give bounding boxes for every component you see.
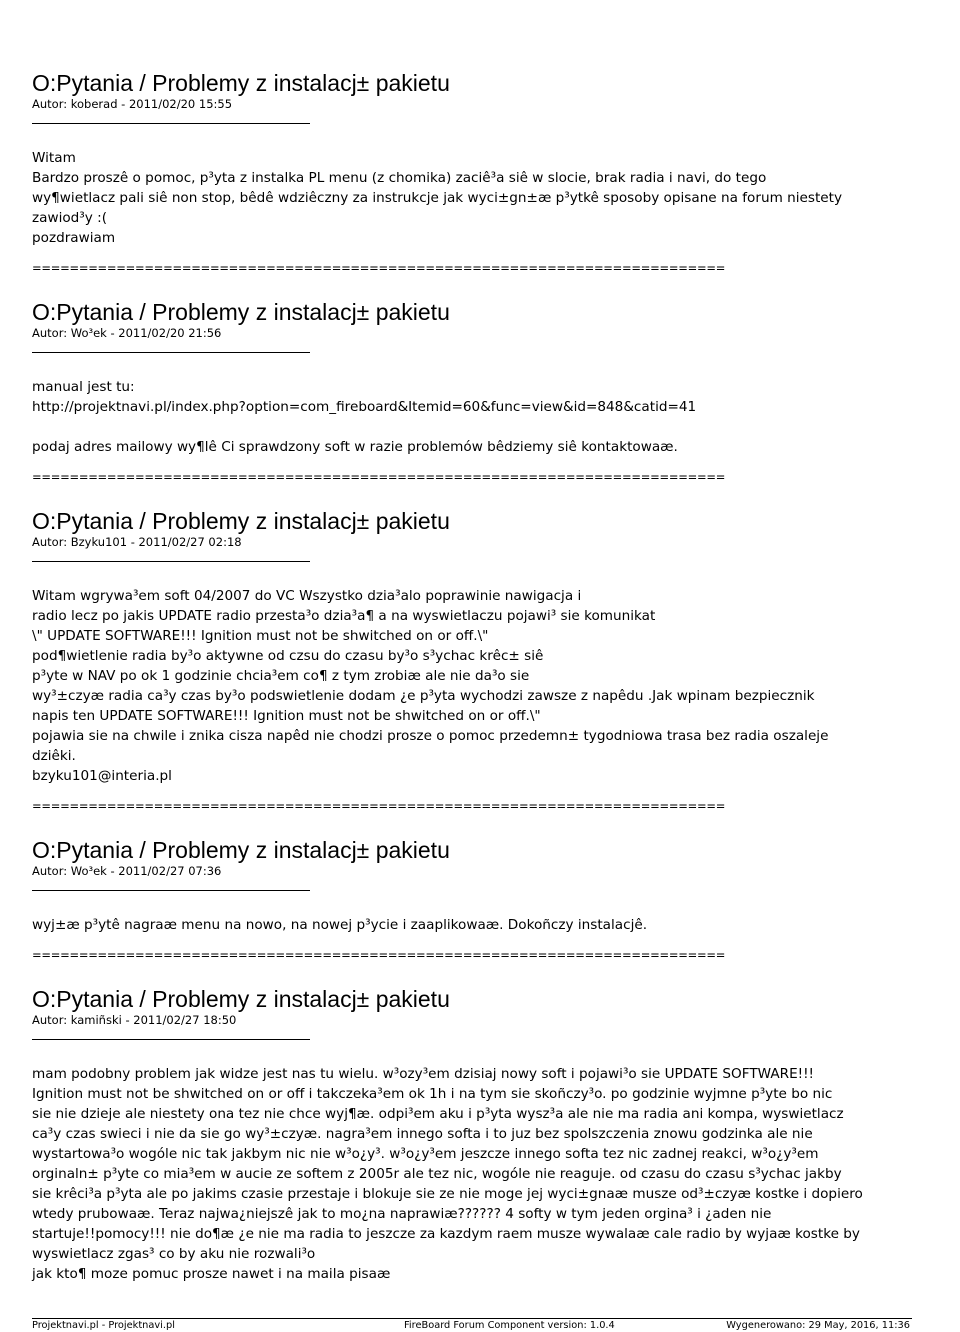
post-text-line: orginaln± p³yte co mia³em w aucie ze softem z 2005r ale tez nic, wogóle nie reaguje. od czasu do czasu s³ychac jakby [32,1166,842,1182]
forum-post [32,985,932,1284]
post-title: O:Pytania / Problemy z instalacj± pakietu [32,986,450,1012]
post-title: O:Pytania / Problemy z instalacj± pakietu [32,837,450,863]
post-separator: ========================================================================== [32,470,726,484]
footer-component-version: FireBoard Forum Component version: 1.0.4 [404,1320,615,1331]
page-footer [32,1318,912,1332]
post-text-line: dziêki. [32,748,76,764]
post-author-meta: Autor: Bzyku101 - 2011/02/27 02:18 [32,535,242,549]
footer-generated-date: Wygenerowano: 29 May, 2016, 11:36 [726,1320,910,1331]
post-text-line: pod¶wietlenie radia by³o aktywne od czsu do czasu by³o s³ychac krêc± siê [32,648,544,664]
post-text-line: pozdrawiam [32,230,116,246]
forum-post [32,836,932,962]
post-author-meta: Autor: koberad - 2011/02/20 15:55 [32,97,233,111]
post-separator: ========================================================================== [32,261,726,275]
post-text-line: mam podobny problem jak widze jest nas tu wielu. w³ozy³em dzisiaj nowy soft i pojawi³o sie UPDATE SOFTWARE!!! [32,1066,815,1082]
post-text-line: zawiod³y :( [32,210,108,226]
footer-rule [32,1318,912,1319]
forum-post [32,69,932,275]
forum-thread [32,69,932,1284]
forum-post [32,298,932,484]
post-text-line: Ignition must not be shwitched on or off i takczeka³em ok 1h i na tym sie skoñczy³o. po godzinie wyjmne p³yte bo nic [32,1086,833,1102]
post-text-line: radio lecz po jakis UPDATE radio przesta³o dzia³a¶ a na wyswietlaczu pojawi³ sie komunikat [32,608,656,624]
post-text-line: Bardzo proszê o pomoc, p³yta z instalka PL menu (z chomika) zaciê³a siê w slocie, brak radia i navi, do tego [32,170,767,186]
post-text-line: p³yte w NAV po ok 1 godzinie chcia³em co¶ z tym zrobiæ ale nie da³o sie [32,668,530,684]
post-body [32,1064,932,1284]
post-text-line: bzyku101@interia.pl [32,768,172,784]
post-body [32,377,932,457]
meta-rule [32,352,310,353]
footer-site: Projektnavi.pl - Projektnavi.pl [32,1320,175,1331]
post-separator: ========================================================================== [32,948,726,962]
meta-rule [32,890,310,891]
post-title: O:Pytania / Problemy z instalacj± pakietu [32,508,450,534]
posts-container [32,69,932,1284]
post-text-line: jak kto¶ moze pomuc prosze nawet i na maila pisaæ [32,1266,391,1282]
meta-rule [32,1039,310,1040]
forum-post [32,507,932,813]
post-text-line: wyswietlacz zgas³ co by aku nie rozwali³o [32,1246,316,1262]
post-text-line: ca³y czas swieci i nie da sie go wy³±czyæ. nagra³em innego softa i to juz bez spolszczenia znowu godzinka ale nie [32,1126,813,1142]
post-text-line: \" UPDATE SOFTWARE!!! Ignition must not be shwitched on or off.\" [32,628,489,644]
post-text-line: sie nie dzieje ale niestety ona tez nie chce wyj¶æ. odpi³em aku i p³yta wysz³a ale nie ma radia ani kompa, wyswietlacz [32,1106,844,1122]
post-text-line: http://projektnavi.pl/index.php?option=com_fireboard&Itemid=60&func=view&id=848&catid=41 [32,399,697,415]
post-text-line: podaj adres mailowy wy¶lê Ci sprawdzony soft w razie problemów bêdziemy siê kontaktowaæ. [32,439,678,455]
post-text-line: wtedy prubowaæ. Teraz najwa¿niejszê jak to mo¿na naprawiæ?????? 4 softy w tym jeden orgina³ i ¿aden nie [32,1206,772,1222]
post-title: O:Pytania / Problemy z instalacj± pakietu [32,299,450,325]
post-author-meta: Autor: Wo³ek - 2011/02/27 07:36 [32,864,222,878]
post-text-line: wystartowa³o wogóle nic tak jakbym nic nie w³o¿y³. w³o¿y³em jeszcze innego softa tez nic zadnej reakci, w³o¿y³em [32,1146,819,1162]
post-text-line: wy³±czyæ radia ca³y czas by³o podswietlenie dodam ¿e p³yta wychodzi zawsze z napêdu .Jak wpinam bezpiecznik [32,688,815,704]
post-text-line: wy¶wietlacz pali siê non stop, bêdê wdziêczny za instrukcje jak wyci±gn±æ p³ytkê sposoby opisane na forum niestety [32,190,843,206]
post-text-line: Witam wgrywa³em soft 04/2007 do VC Wszystko dzia³alo poprawinie nawigacja i [32,588,582,604]
post-text-line: napis ten UPDATE SOFTWARE!!! Ignition must not be shwitched on or off.\" [32,708,541,724]
post-separator: ========================================================================== [32,799,726,813]
post-text-line: sie krêci³a p³yta ale po jakims czasie przestaje i blokuje sie ze nie moge jej wyci±gnaæ musze od³±czyæ kostke i dopiero [32,1186,863,1202]
post-text-line: manual jest tu: [32,379,135,395]
post-title: O:Pytania / Problemy z instalacj± pakietu [32,70,450,96]
post-body [32,148,932,248]
post-author-meta: Autor: kamiñski - 2011/02/27 18:50 [32,1013,237,1027]
meta-rule [32,123,310,124]
post-body [32,586,932,786]
post-body [32,915,932,935]
post-text-line: startuje!!pomocy!!! nie do¶æ ¿e nie ma radia to jeszcze za kazdym raem musze wywalaæ cale radio by wyjaæ kostke by [32,1226,860,1242]
meta-rule [32,561,310,562]
post-text-line: Witam [32,150,76,166]
post-text-line: wyj±æ p³ytê nagraæ menu na nowo, na nowej p³ycie i zaaplikowaæ. Dokoñczy instalacjê. [32,917,648,933]
blank-line [32,417,932,437]
post-text-line: pojawia sie na chwile i znika cisza napêd nie chodzi prosze o pomoc przedemn± tygodniowa trasa bez radia oszaleje [32,728,829,744]
post-author-meta: Autor: Wo³ek - 2011/02/20 21:56 [32,326,222,340]
